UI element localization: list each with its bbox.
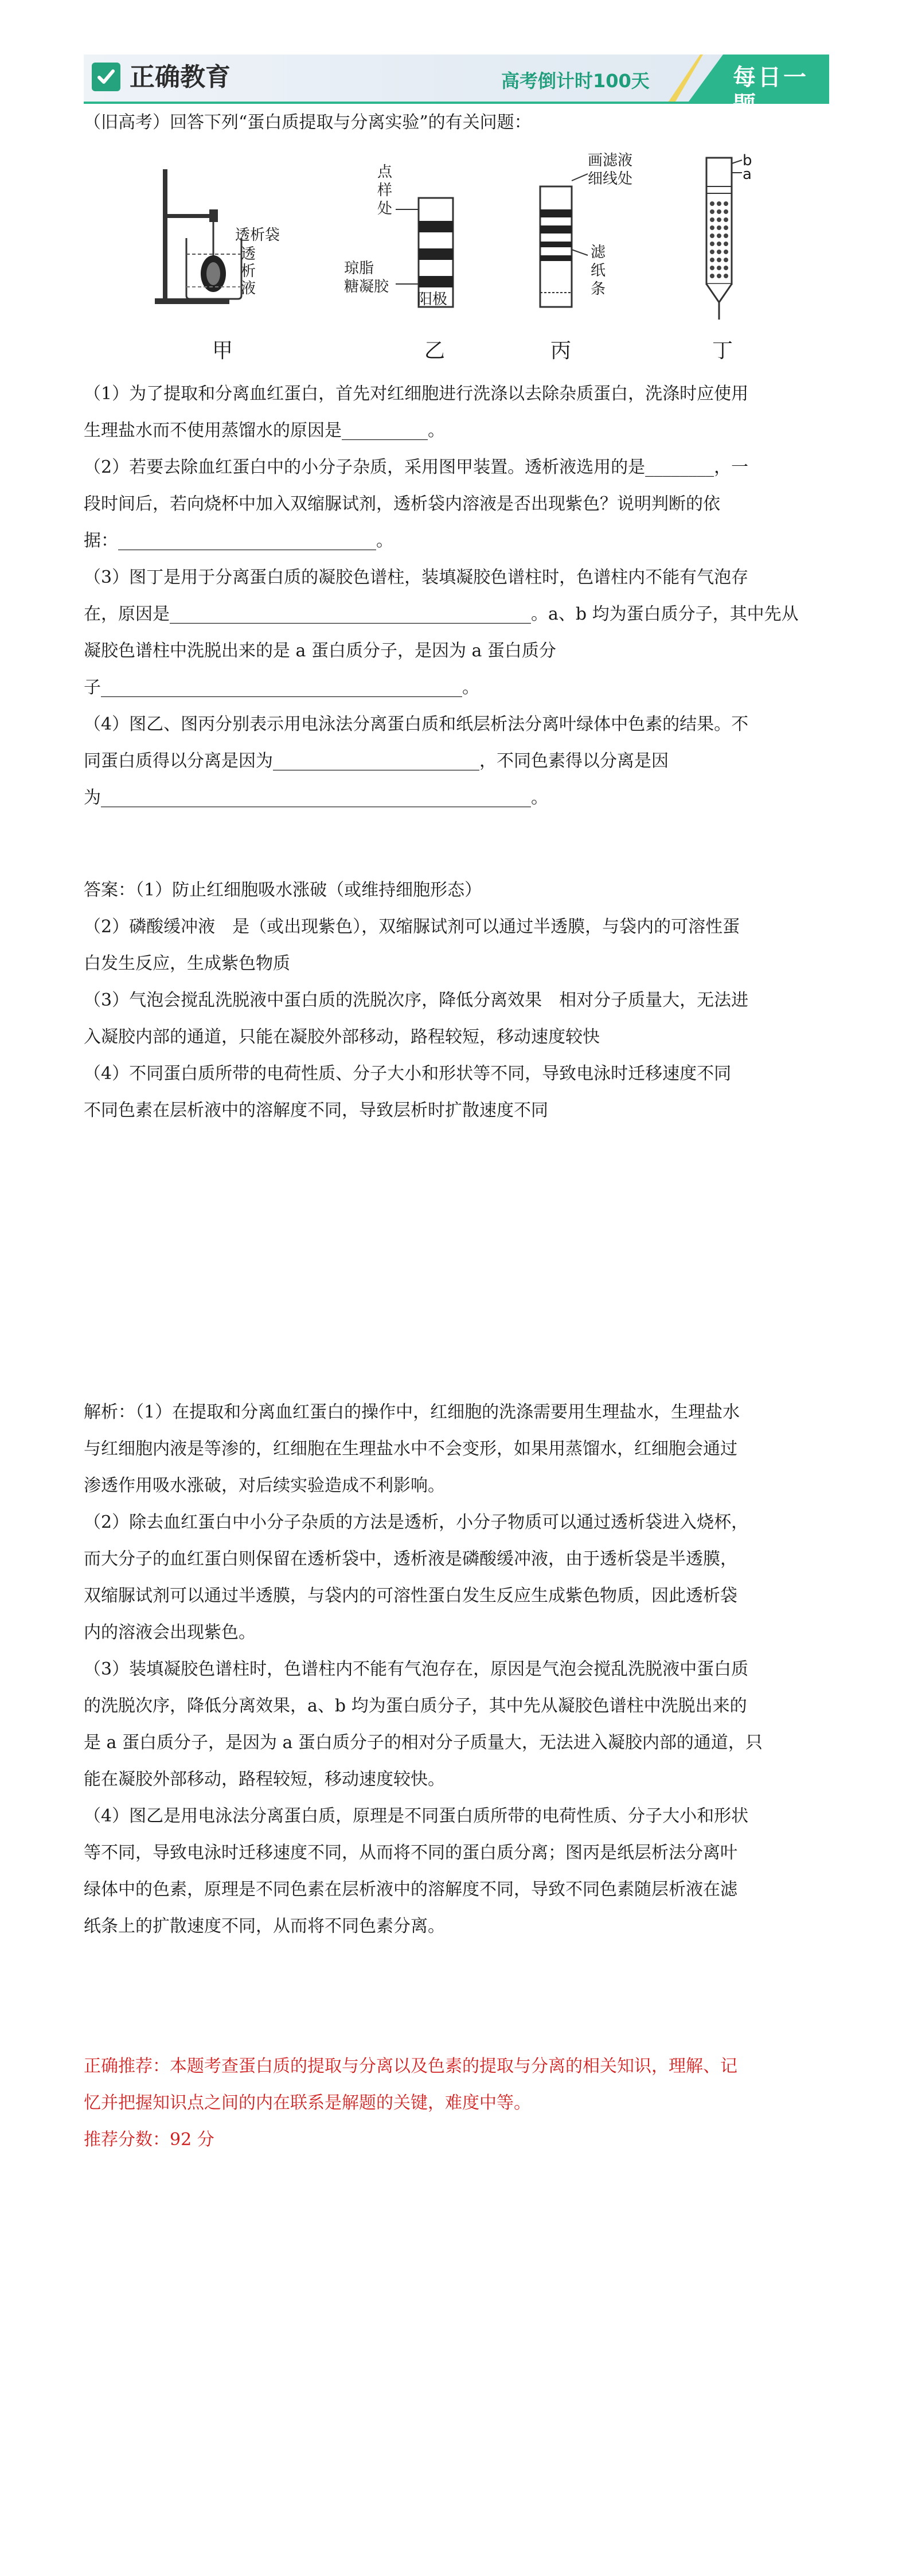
recommendation-section: [84, 2048, 829, 2158]
analysis-line-12: （4）图乙是用电泳法分离蛋白质，原理是不同蛋白质所带的电荷性质、分子大小和形状: [84, 1806, 749, 1826]
molecule-a-label: a: [743, 166, 752, 183]
agarose-gel-label-2: 糖凝胶: [344, 278, 389, 295]
figure-label-jia: 甲: [212, 339, 233, 363]
filtrate-line-label-1: 画滤液: [588, 152, 633, 169]
answer-4-line-1: （4）不同蛋白质所带的电荷性质、分子大小和形状等不同，导致电泳时迁移速度不同: [84, 1064, 732, 1084]
question-1-line-1: （1）为了提取和分离血红蛋白，首先对红细胞进行洗涤以去除杂质蛋白，洗涤时应使用: [84, 384, 749, 404]
analysis-line-14: 绿体中的色素，原理是不同色素在层析液中的溶解度不同，导致不同色素随层析液在滤: [84, 1880, 737, 1900]
recommendation-line-1: 正确推荐：本题考查蛋白质的提取与分离以及色素的提取与分离的相关知识，理解、记: [84, 2056, 737, 2076]
analysis-section: [84, 1394, 829, 1945]
analysis-line-1: 解析：（1）在提取和分离血红蛋白的操作中，红细胞的洗涤需要用生理盐水，生理盐水: [84, 1402, 740, 1422]
spot-label-3: 处: [377, 200, 393, 217]
recommendation-line-2: 忆并把握知识点之间的内在联系是解题的关键，难度中等。: [84, 2093, 531, 2113]
question-3-line-1: （3）图丁是用于分离蛋白质的凝胶色谱柱，装填凝胶色谱柱时，色谱柱内不能有气泡存: [84, 567, 749, 587]
answer-section: [84, 872, 829, 1129]
paper-chromatography-diagram: [533, 164, 591, 313]
filter-strip-label-1: 滤: [591, 244, 606, 261]
exam-countdown: 高考倒计时100天: [501, 70, 650, 92]
answer-3-line-1: （3）气泡会搅乱洗脱液中蛋白质的洗脱次序，降低分离效果 相对分子质量大，无法进: [84, 990, 749, 1010]
analysis-line-6: 双缩脲试剂可以通过半透膜，与袋内的可溶性蛋白发生反应生成紫色物质，因此透析袋: [84, 1586, 737, 1606]
analysis-line-4: （2）除去血红蛋白中小分子杂质的方法是透析，小分子物质可以通过透析袋进入烧杯，: [84, 1512, 749, 1532]
spot-label-1: 点: [377, 164, 393, 181]
molecule-b-label: b: [743, 152, 752, 169]
analysis-line-11: 能在凝胶外部移动，路程较短，移动速度较快。: [84, 1769, 445, 1789]
analysis-line-2: 与红细胞内液是等渗的，红细胞在生理盐水中不会变形，如果用蒸馏水，红细胞会通过: [84, 1439, 737, 1459]
answer-3-line-2: 入凝胶内部的通道，只能在凝胶外部移动，路程较短，移动速度较快: [84, 1027, 600, 1047]
answer-1: 答案：（1）防止红细胞吸水涨破（或维持细胞形态）: [84, 880, 482, 900]
figure-label-bing: 丙: [550, 339, 572, 363]
question-3-line-2: 在，原因是__________________________________________。a、b 均为蛋白质分子，其中先从: [84, 604, 799, 624]
question-body: [84, 376, 829, 816]
brand-name: 正确教育: [130, 63, 231, 92]
answer-4-line-2: 不同色素在层析液中的溶解度不同，导致层析时扩散速度不同: [84, 1100, 548, 1120]
analysis-line-7: 内的溶液会出现紫色。: [84, 1622, 256, 1643]
question-2-line-3: 据：______________________________。: [84, 531, 393, 551]
dialysate-label-3: 液: [241, 280, 256, 297]
question-2-line-1: （2）若要去除血红蛋白中的小分子杂质，采用图甲装置。透析液选用的是________，一: [84, 457, 749, 477]
question-4-line-3: 为__________________________________________________。: [84, 788, 548, 808]
question-1-line-2: 生理盐水而不使用蒸馏水的原因是__________。: [84, 421, 445, 441]
dialysate-label-2: 析: [241, 263, 256, 280]
figure-label-yi: 乙: [424, 339, 446, 363]
figure-label-ding: 丁: [712, 339, 733, 363]
filter-strip-label-2: 纸: [591, 262, 606, 279]
experiment-figure: [155, 152, 900, 370]
analysis-line-3: 渗透作用吸水涨破，对后续实验造成不利影响。: [84, 1476, 445, 1496]
recommended-score: 推荐分数：92 分: [84, 2130, 214, 2150]
analysis-line-15: 纸条上的扩散速度不同，从而将不同色素分离。: [84, 1916, 445, 1936]
analysis-line-10: 是 a 蛋白质分子，是因为 a 蛋白质分子的相对分子质量大，无法进入凝胶内部的通道，只: [84, 1733, 763, 1753]
daily-question-label: 每日一题: [733, 64, 809, 118]
agarose-gel-label-1: 琼脂: [344, 260, 374, 277]
question-4-line-2: 同蛋白质得以分离是因为________________________，不同色素得以分离是因: [84, 751, 669, 771]
question-3-line-4: 子__________________________________________。: [84, 678, 479, 698]
analysis-line-5: 而大分子的血红蛋白则保留在透析袋中，透析液是磷酸缓冲液，由于透析袋是半透膜，: [84, 1549, 737, 1569]
dialysate-label-1: 透: [241, 246, 256, 263]
electrophoresis-gel-diagram: [396, 164, 459, 313]
question-3-line-3: 凝胶色谱柱中洗脱出来的是 a 蛋白质分子，是因为 a 蛋白质分: [84, 641, 556, 661]
spot-label-2: 样: [377, 182, 393, 199]
filter-strip-label-3: 条: [591, 281, 606, 298]
analysis-line-8: （3）装填凝胶色谱柱时，色谱柱内不能有气泡存在，原因是气泡会搅乱洗脱液中蛋白质: [84, 1659, 749, 1679]
question-intro: （旧高考）回答下列“蛋白质提取与分离实验”的有关问题：: [84, 112, 532, 133]
dialysis-apparatus-diagram: [155, 152, 304, 318]
answer-2-line-1: （2）磷酸缓冲液 是（或出现紫色），双缩脲试剂可以通过半透膜，与袋内的可溶性蛋: [84, 917, 740, 937]
question-4-line-1: （4）图乙、图丙分别表示用电泳法分离蛋白质和纸层析法分离叶绿体中色素的结果。不: [84, 714, 749, 734]
check-icon: [92, 63, 120, 91]
analysis-line-13: 等不同，导致电泳时迁移速度不同，从而将不同的蛋白质分离；图丙是纸层析法分离叶: [84, 1843, 737, 1863]
analysis-line-9: 的洗脱次序，降低分离效果，a、b 均为蛋白质分子，其中先从凝胶色谱柱中洗脱出来的: [84, 1696, 747, 1716]
header-banner: [84, 55, 829, 118]
anode-label: 阳极: [417, 291, 448, 308]
question-2-line-2: 段时间后，若向烧杯中加入双缩脲试剂，透析袋内溶液是否出现紫色？说明判断的依: [84, 494, 720, 514]
answer-2-line-2: 白发生反应，生成紫色物质: [84, 954, 290, 974]
dialysis-bag-label: 透析袋: [235, 227, 280, 244]
question-intro-block: [84, 104, 829, 141]
filtrate-line-label-2: 细线处: [588, 170, 633, 188]
